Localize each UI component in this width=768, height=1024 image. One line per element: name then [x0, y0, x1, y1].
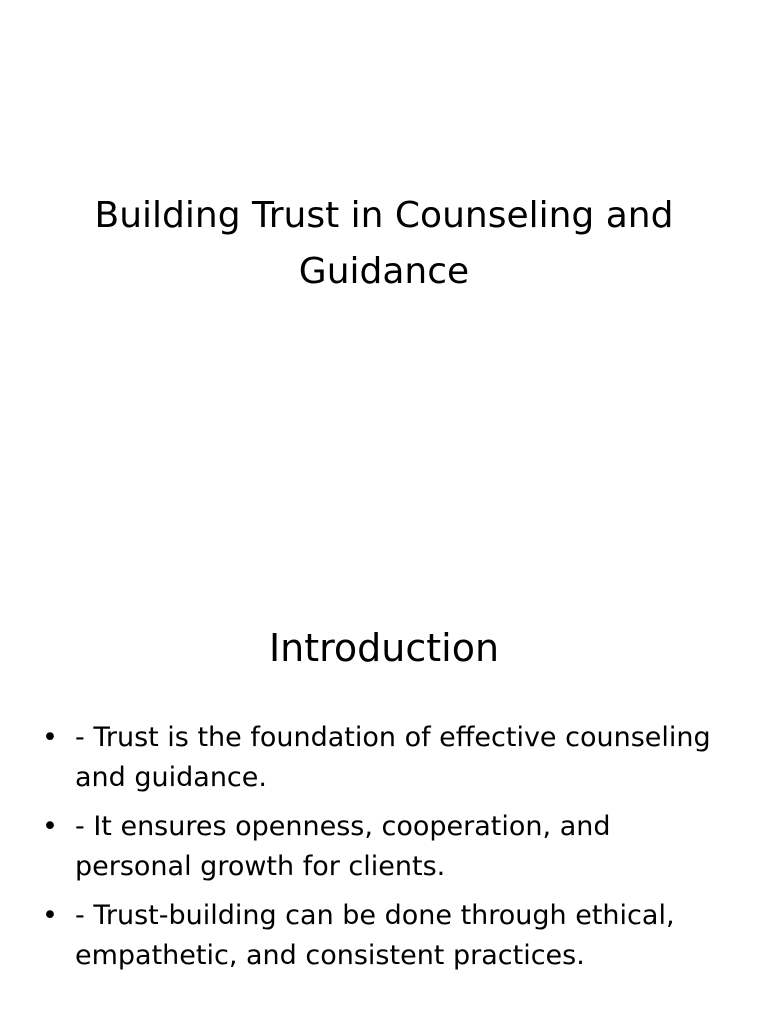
slide-heading: Introduction	[268, 626, 500, 670]
bullet-icon: •	[42, 900, 58, 931]
bullet-item	[40, 718, 728, 798]
bullet-icon: •	[42, 722, 58, 753]
bullet-text: - Trust is the foundation of effective counseling and guidance.	[75, 722, 711, 793]
bullet-item	[40, 807, 728, 887]
bullet-icon: •	[42, 811, 58, 842]
bullet-text: - It ensures openness, cooperation, and personal growth for clients.	[75, 811, 611, 882]
bullet-text: - Trust-building can be done through ethical, empathetic, and consistent practices.	[75, 900, 675, 971]
bullet-item	[40, 896, 728, 976]
content-slide	[0, 576, 768, 1024]
slide-title: Building Trust in Counseling and Guidance	[94, 195, 674, 292]
bullet-list	[40, 718, 728, 985]
